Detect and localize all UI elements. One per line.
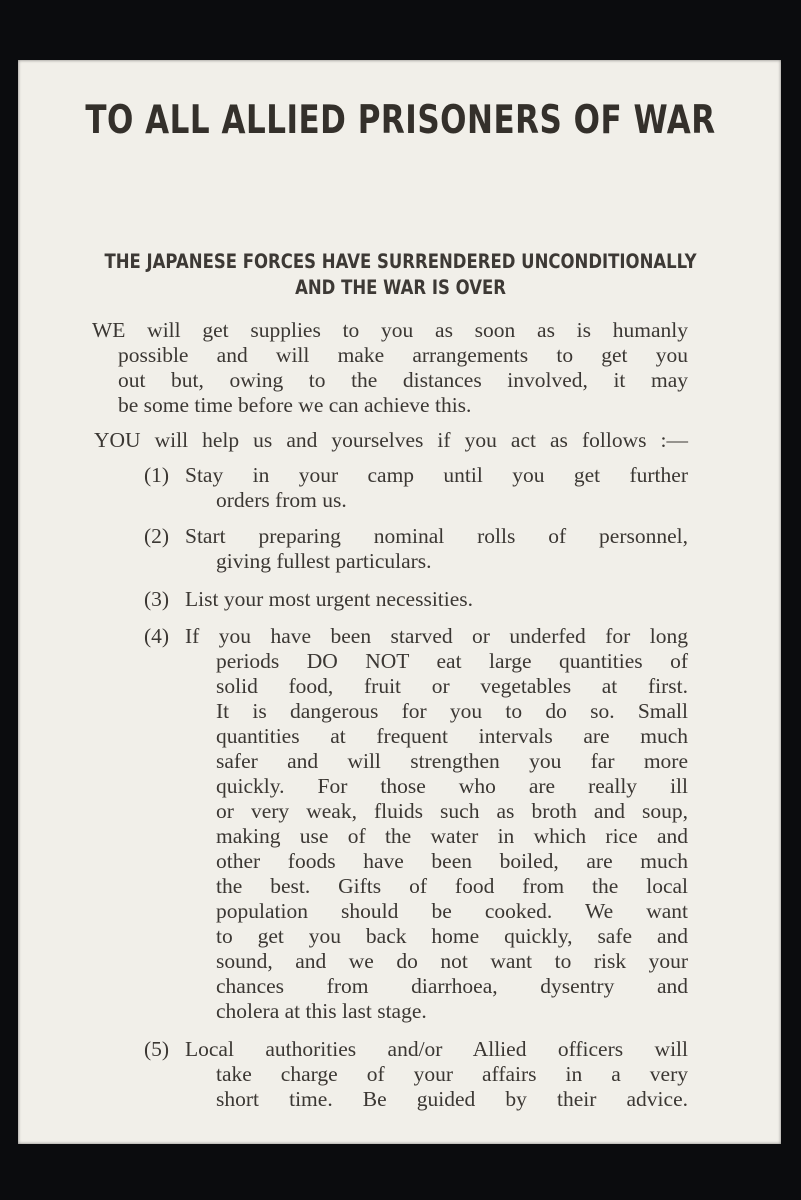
item-line: sound, and we do not want to risk your	[216, 949, 688, 973]
leaflet-title: TO ALL ALLIED PRISONERS OF WAR	[85, 98, 716, 143]
item-line: population should be cooked. We want	[216, 899, 688, 923]
item-line: If you have been starved or underfed for long	[185, 624, 688, 648]
item-line: or very weak, fluids such as broth and soup,	[216, 799, 688, 823]
item-line: giving fullest particulars.	[216, 549, 432, 573]
item-number: (2)	[144, 524, 170, 548]
item-number: (1)	[144, 463, 170, 487]
item-number: (5)	[144, 1037, 170, 1061]
item-line: safer and will strengthen you far more	[216, 749, 688, 773]
item-line: Stay in your camp until you get further	[185, 463, 688, 487]
item-line: other foods have been boiled, are much	[216, 849, 688, 873]
item-line: take charge of your affairs in a very	[216, 1062, 688, 1086]
item-number: (4)	[144, 624, 170, 648]
item-line: List your most urgent necessities.	[185, 587, 474, 611]
item-line: making use of the water in which rice and	[216, 824, 688, 848]
item-line: short time. Be guided by their advice.	[216, 1087, 688, 1111]
item-line: quickly. For those who are really ill	[216, 774, 688, 798]
item-number: (3)	[144, 587, 170, 611]
item-line: orders from us.	[216, 488, 347, 512]
subtitle-line-2: AND THE WAR IS OVER	[295, 276, 506, 299]
subtitle-line-1: THE JAPANESE FORCES HAVE SURRENDERED UNCONDITIONALLY	[104, 250, 697, 273]
item-line: chances from diarrhoea, dysentry and	[216, 974, 688, 998]
intro-line: possible and will make arrangements to get you	[118, 343, 688, 367]
item-line: solid food, fruit or vegetables at first.	[216, 674, 688, 698]
instruction-line: YOU will help us and yourselves if you act as follows :—	[94, 428, 688, 452]
item-line: quantities at frequent intervals are much	[216, 724, 688, 748]
item-line: It is dangerous for you to do so. Small	[216, 699, 688, 723]
intro-line: be some time before we can achieve this.	[118, 393, 472, 417]
item-line: the best. Gifts of food from the local	[216, 874, 688, 898]
item-line: to get you back home quickly, safe and	[216, 924, 688, 948]
item-line: Start preparing nominal rolls of personnel,	[185, 524, 688, 548]
intro-line: out but, owing to the distances involved, it may	[118, 368, 688, 392]
item-line: Local authorities and/or Allied officers will	[185, 1037, 688, 1061]
item-line: cholera at this last stage.	[216, 999, 427, 1023]
item-line: periods DO NOT eat large quantities of	[216, 649, 688, 673]
intro-line: WE will get supplies to you as soon as is humanly	[92, 318, 688, 342]
